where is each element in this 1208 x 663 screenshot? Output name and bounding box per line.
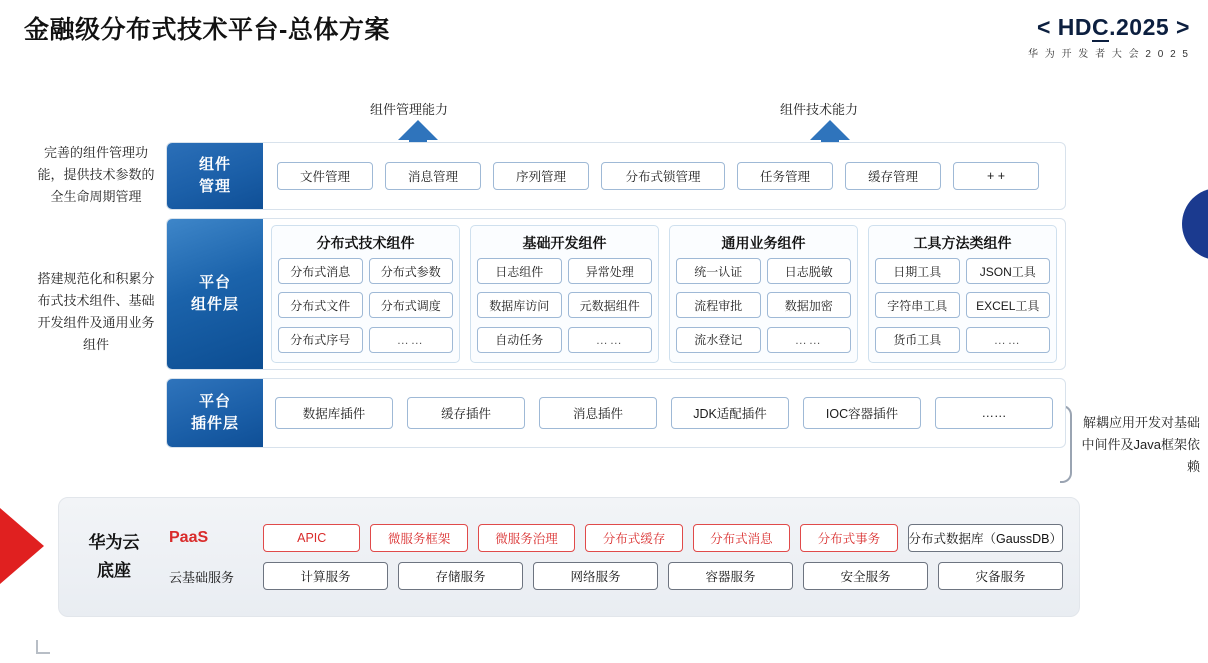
infra-label: 云基础服务	[169, 569, 235, 585]
chip-unified-auth[interactable]: 统一认证	[676, 258, 761, 284]
chip-distributed-cache[interactable]: 分布式缓存	[585, 524, 682, 552]
group-title: 工具方法类组件	[913, 235, 1012, 251]
chip-message-management[interactable]: 消息管理	[385, 162, 481, 190]
chip-more[interactable]: ……	[767, 327, 852, 353]
chip-container-service[interactable]: 容器服务	[668, 562, 793, 590]
chip-cache-plugin[interactable]: 缓存插件	[407, 397, 525, 429]
group-title: 通用业务组件	[721, 235, 806, 251]
chip-distributed-transaction[interactable]: 分布式事务	[800, 524, 897, 552]
hdc-logo-subtitle: 华 为 开 发 者 大 会 2 0 2 5	[1027, 49, 1190, 60]
chip-json-tool[interactable]: JSON工具	[966, 258, 1051, 284]
chip-distributed-sequence[interactable]: 分布式序号	[278, 327, 363, 353]
left-note-platform-components: 搭建规范化和积累分布式技术组件、基础开发组件及通用业务组件	[37, 271, 155, 352]
chip-cache-management[interactable]: 缓存管理	[845, 162, 941, 190]
paas-label: PaaS	[169, 529, 209, 546]
chip-microservice-governance[interactable]: 微服务治理	[478, 524, 575, 552]
hdc-logo-main	[1028, 14, 1190, 41]
chip-distributed-lock-management[interactable]: 分布式锁管理	[601, 162, 725, 190]
base-row-paas	[169, 524, 1063, 552]
chip-currency-tool[interactable]: 货币工具	[875, 327, 960, 353]
group-distributed-tech-components	[271, 225, 460, 363]
chip-database-plugin[interactable]: 数据库插件	[275, 397, 393, 429]
corner-tick-decoration	[36, 640, 50, 654]
right-note-decoupling: 解耦应用开发对基础中间件及Java框架依赖	[1081, 415, 1200, 474]
group-grid	[875, 258, 1050, 356]
base-title	[59, 529, 169, 585]
chip-ioc-container-plugin[interactable]: IOC容器插件	[803, 397, 921, 429]
chip-storage-service[interactable]: 存储服务	[398, 562, 523, 590]
chip-distributed-file[interactable]: 分布式文件	[278, 292, 363, 318]
band-label-line1: 组件	[198, 156, 231, 173]
band-label-line2: 插件层	[190, 415, 239, 432]
chip-date-tool[interactable]: 日期工具	[875, 258, 960, 284]
chip-data-encryption[interactable]: 数据加密	[767, 292, 852, 318]
chip-distributed-parameter[interactable]: 分布式参数	[369, 258, 454, 284]
band-body-component-management	[263, 143, 1065, 209]
chip-plus-plus[interactable]: + +	[953, 162, 1039, 190]
group-grid	[676, 258, 851, 356]
base-row-infrastructure	[169, 562, 1063, 590]
hdc-logo-main-pre: < HD	[1036, 14, 1092, 40]
chip-disaster-recovery-service[interactable]: 灾备服务	[938, 562, 1063, 590]
chip-exception-handling[interactable]: 异常处理	[568, 258, 653, 284]
arrow-label-component-management: 组件管理能力	[370, 102, 449, 117]
chip-transaction-record[interactable]: 流水登记	[676, 327, 761, 353]
band-platform-plugin-layer	[166, 378, 1066, 448]
hdc-logo	[1028, 14, 1190, 60]
chip-distributed-message[interactable]: 分布式消息	[693, 524, 790, 552]
chip-process-approval[interactable]: 流程审批	[676, 292, 761, 318]
chip-log-desensitization[interactable]: 日志脱敏	[767, 258, 852, 284]
group-tool-method-components	[868, 225, 1057, 363]
hdc-logo-main-post: .2025 >	[1109, 14, 1190, 40]
group-general-business-components	[669, 225, 858, 363]
chip-excel-tool[interactable]: EXCEL工具	[966, 292, 1051, 318]
band-component-management	[166, 142, 1066, 210]
chip-distributed-schedule[interactable]: 分布式调度	[369, 292, 454, 318]
chip-metadata-component[interactable]: 元数据组件	[568, 292, 653, 318]
band-body-platform-plugin-layer	[263, 379, 1065, 447]
chip-distributed-message[interactable]: 分布式消息	[278, 258, 363, 284]
chip-more[interactable]: ……	[966, 327, 1051, 353]
red-wedge-decoration	[0, 508, 44, 584]
base-title-line1: 华为云	[88, 533, 140, 552]
band-label-line2: 管理	[198, 178, 231, 195]
chip-task-management[interactable]: 任务管理	[737, 162, 833, 190]
band-body-platform-component-layer	[263, 219, 1065, 369]
left-note-component-management: 完善的组件管理功能，提供技术参数的全生命周期管理	[37, 145, 155, 204]
group-title: 分布式技术组件	[316, 235, 415, 251]
band-label-line1: 平台	[198, 393, 231, 410]
band-label-line2: 组件层	[190, 296, 239, 313]
band-label-line1: 平台	[198, 274, 231, 291]
group-grid	[278, 258, 453, 356]
chip-more[interactable]: ……	[935, 397, 1053, 429]
base-title-line2: 底座	[97, 561, 131, 580]
chip-message-plugin[interactable]: 消息插件	[539, 397, 657, 429]
chip-string-tool[interactable]: 字符串工具	[875, 292, 960, 318]
band-label-platform-plugin-layer	[167, 379, 263, 447]
chip-jdk-adapter-plugin[interactable]: JDK适配插件	[671, 397, 789, 429]
blue-arc-decoration	[1182, 188, 1208, 260]
chip-compute-service[interactable]: 计算服务	[263, 562, 388, 590]
chip-security-service[interactable]: 安全服务	[803, 562, 928, 590]
chip-distributed-database-gaussdb[interactable]: 分布式数据库（GaussDB）	[908, 524, 1064, 552]
band-platform-component-layer	[166, 218, 1066, 370]
band-label-platform-component-layer	[167, 219, 263, 369]
chip-auto-task[interactable]: 自动任务	[477, 327, 562, 353]
chip-database-access[interactable]: 数据库访问	[477, 292, 562, 318]
chip-apic[interactable]: APIC	[263, 524, 360, 552]
chip-network-service[interactable]: 网络服务	[533, 562, 658, 590]
group-basic-dev-components	[470, 225, 659, 363]
chip-microservice-framework[interactable]: 微服务框架	[370, 524, 467, 552]
chip-more[interactable]: ……	[568, 327, 653, 353]
chip-file-management[interactable]: 文件管理	[277, 162, 373, 190]
architecture-stack	[166, 142, 1066, 456]
page-title: 金融级分布式技术平台-总体方案	[24, 16, 390, 44]
chip-sequence-management[interactable]: 序列管理	[493, 162, 589, 190]
huawei-cloud-base	[58, 497, 1080, 617]
arrow-label-component-technology: 组件技术能力	[780, 102, 859, 117]
band-label-component-management	[167, 143, 263, 209]
chip-more[interactable]: ……	[369, 327, 454, 353]
hdc-logo-main-underscore: C	[1091, 14, 1110, 40]
chip-log-component[interactable]: 日志组件	[477, 258, 562, 284]
group-grid	[477, 258, 652, 356]
base-rows	[169, 524, 1079, 590]
group-title: 基础开发组件	[522, 235, 607, 251]
